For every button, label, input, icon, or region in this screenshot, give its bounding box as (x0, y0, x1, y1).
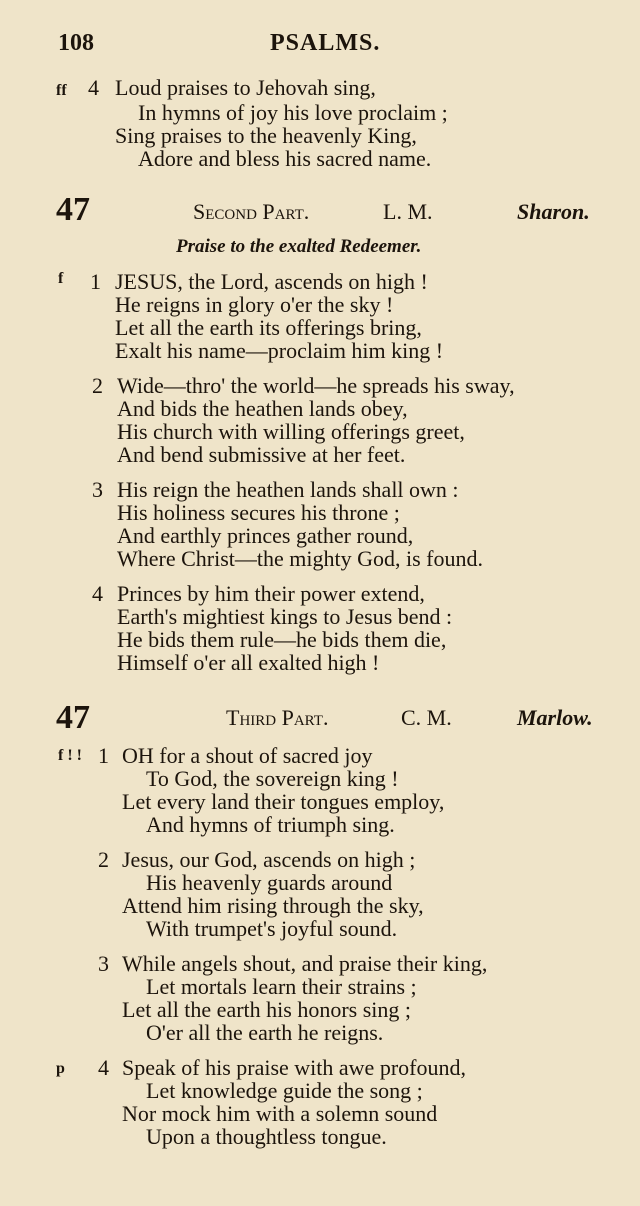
verse-line: Wide—thro' the world—he spreads his sway, (117, 373, 515, 398)
verse-number: 4 (92, 581, 103, 606)
verse-number: 4 (98, 1055, 109, 1080)
hymn-subtitle: Praise to the exalted Redeemer. (176, 236, 422, 257)
verse-number: 3 (92, 477, 103, 502)
verse-line: Let knowledge guide the song ; (146, 1078, 423, 1103)
hymn-part: Second Part. (193, 199, 310, 224)
verse-line: Himself o'er all exalted high ! (117, 650, 380, 675)
hymn-tune: Marlow. (517, 705, 593, 730)
verse-line: O'er all the earth he reigns. (146, 1020, 384, 1045)
dynamic-mark: f ! ! (58, 747, 82, 764)
hymn-part: Third Part. (226, 705, 329, 730)
verse-line: And bend submissive at her feet. (117, 442, 406, 467)
verse-line: In hymns of joy his love proclaim ; (138, 100, 448, 125)
running-title: PSALMS. (270, 30, 381, 56)
verse-line: Let every land their tongues employ, (122, 789, 445, 814)
verse-line: And bids the heathen lands obey, (117, 396, 408, 421)
verse-line: Sing praises to the heavenly King, (115, 123, 417, 148)
verse-line: His heavenly guards around (146, 870, 393, 895)
verse-line: Upon a thoughtless tongue. (146, 1124, 387, 1149)
hymn-number: 47 (56, 699, 90, 736)
verse-line: Earth's mightiest kings to Jesus bend : (117, 604, 453, 629)
verse-line: Nor mock him with a solemn sound (122, 1101, 438, 1126)
hymn-number: 47 (56, 191, 90, 228)
hymn-tune: Sharon. (517, 199, 590, 224)
page-header (0, 24, 640, 60)
verse-line: Let all the earth its offerings bring, (115, 315, 422, 340)
verse-line: Let mortals learn their strains ; (146, 974, 417, 999)
hymn-meter: C. M. (401, 705, 452, 730)
verse-line: And earthly princes gather round, (117, 523, 414, 548)
verse-line: Attend him rising through the sky, (122, 893, 424, 918)
verse-line: With trumpet's joyful sound. (146, 916, 398, 941)
verse-number: 4 (88, 75, 99, 100)
dynamic-mark: f (58, 270, 64, 287)
verse-line: Exalt his name—proclaim him king ! (115, 338, 444, 363)
verse-number: 2 (98, 847, 109, 872)
page-number: 108 (58, 30, 94, 56)
verse-line: Where Christ—the mighty God, is found. (117, 546, 484, 571)
dynamic-mark: ff (56, 82, 67, 99)
verse-line: OH for a shout of sacred joy (122, 743, 373, 768)
verse-line: Adore and bless his sacred name. (138, 146, 432, 171)
verse-line: To God, the sovereign king ! (146, 766, 399, 791)
verse-line: His church with willing offerings greet, (117, 419, 465, 444)
verse-line: While angels shout, and praise their king, (122, 951, 488, 976)
verse-line: Princes by him their power extend, (117, 581, 425, 606)
verse-line: And hymns of triumph sing. (146, 812, 395, 837)
verse-line: Loud praises to Jehovah sing, (115, 75, 376, 100)
verse-line: JESUS, the Lord, ascends on high ! (115, 269, 428, 294)
verse-line: Speak of his praise with awe profound, (122, 1055, 466, 1080)
verse-number: 1 (90, 269, 101, 294)
verse-line: His reign the heathen lands shall own : (117, 477, 459, 502)
dynamic-mark: p (56, 1060, 65, 1077)
verse-line: He bids them rule—he bids them die, (117, 627, 447, 652)
hymn-meter: L. M. (383, 199, 433, 224)
verse-line: His holiness secures his throne ; (117, 500, 400, 525)
verse-line: Let all the earth his honors sing ; (122, 997, 411, 1022)
verse-number: 3 (98, 951, 109, 976)
verse-number: 1 (98, 743, 109, 768)
verse-line: He reigns in glory o'er the sky ! (115, 292, 394, 317)
verse-line: Jesus, our God, ascends on high ; (122, 847, 416, 872)
verse-number: 2 (92, 373, 103, 398)
